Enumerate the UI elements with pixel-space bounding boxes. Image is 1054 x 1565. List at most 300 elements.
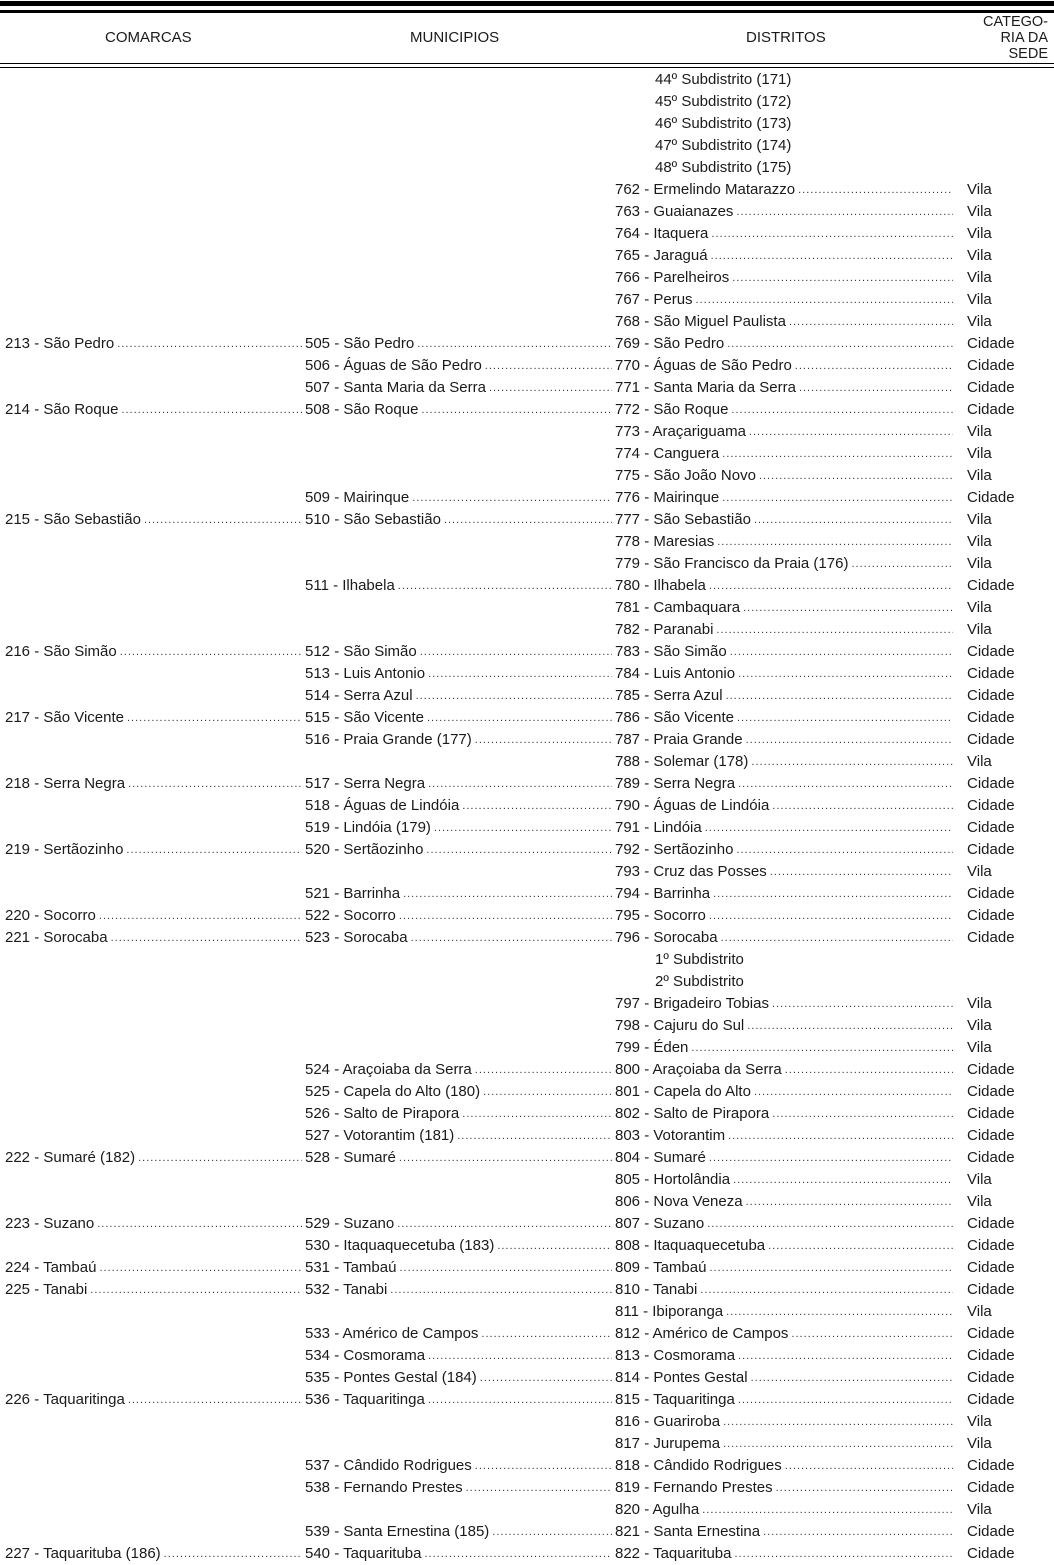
distrito-cell-text: 766 - Parelheiros [615,269,730,286]
dot-leader [747,1015,953,1037]
categoria-cell [967,1235,1047,1257]
distrito-cell-text: 800 - Araçoiaba da Serra [615,1061,782,1078]
subdistrito-cell [655,949,955,971]
dot-leader [700,1279,953,1301]
distrito-cell [615,487,953,509]
categoria-cell [967,1543,1047,1565]
categoria-cell-text: Cidade [967,819,1015,836]
comarca-cell [5,333,302,355]
distrito-cell-text: 819 - Fernando Prestes [615,1479,773,1496]
table-row [0,377,1054,399]
dot-leader [411,927,612,949]
dot-leader [728,1125,953,1147]
dot-leader [746,1191,953,1213]
categoria-cell [967,531,1047,553]
table-row [0,1433,1054,1455]
dot-leader [722,443,953,465]
table-row [0,1015,1054,1037]
categoria-cell [967,1191,1047,1213]
municipio-cell [305,1455,612,1477]
categoria-cell [967,1169,1047,1191]
categoria-cell-text: Cidade [967,1391,1015,1408]
distrito-cell [615,267,953,289]
municipio-cell [305,1147,612,1169]
table-row [0,773,1054,795]
table-row [0,157,1054,179]
dot-leader [497,1235,612,1257]
table-row [0,641,1054,663]
municipio-cell-text: 527 - Votorantim (181) [305,1127,455,1144]
municipio-cell-text: 511 - Ilhabela [305,577,395,594]
municipio-cell [305,1477,612,1499]
comarca-cell [5,509,302,531]
table-row [0,443,1054,465]
distrito-cell [615,1169,953,1191]
categoria-cell-text: Vila [967,1171,992,1188]
municipio-cell-text: 514 - Serra Azul [305,687,413,704]
table-row [0,1279,1054,1301]
subdistrito-cell-text: 44º Subdistrito (171) [655,71,792,88]
dot-leader [390,1279,612,1301]
municipio-cell [305,1125,612,1147]
categoria-cell-text: Vila [967,247,992,264]
table-row [0,861,1054,883]
distrito-cell-text: 808 - Itaquaquecetuba [615,1237,766,1254]
municipio-cell [305,1521,612,1543]
table-row [0,69,1054,91]
distrito-cell [615,1191,953,1213]
header-categoria [968,14,1048,62]
categoria-cell-text: Cidade [967,357,1015,374]
distrito-cell [615,993,953,1015]
distrito-cell-text: 804 - Sumaré [615,1149,706,1166]
table-row [0,333,1054,355]
municipio-cell-text: 534 - Cosmorama [305,1347,426,1364]
distrito-cell [615,1147,953,1169]
categoria-cell [967,1345,1047,1367]
dot-leader [485,355,612,377]
dot-leader [707,1213,953,1235]
distrito-cell [615,443,953,465]
municipio-cell-text: 506 - Águas de São Pedro [305,357,482,374]
municipio-cell [305,1279,612,1301]
distrito-cell-text: 781 - Cambaquara [615,599,741,616]
comarca-cell [5,927,302,949]
categoria-cell [967,883,1047,905]
municipio-cell [305,1081,612,1103]
categoria-cell [967,663,1047,685]
municipio-cell-text: 512 - São Simão [305,643,417,660]
header-categoria-line: RIA DA [1000,30,1048,46]
dot-leader [99,905,302,927]
subdistrito-cell [655,971,955,993]
table-row [0,751,1054,773]
distrito-cell [615,1455,953,1477]
distrito-cell [615,1499,953,1521]
municipio-cell [305,487,612,509]
dot-leader [768,1235,953,1257]
categoria-cell [967,1411,1047,1433]
table-row [0,311,1054,333]
table-row [0,817,1054,839]
comarca-cell [5,1213,302,1235]
categoria-cell-text: Vila [967,467,992,484]
dot-leader [772,993,953,1015]
dot-leader [713,883,953,905]
comarca-cell-text: 220 - Socorro [5,907,96,924]
distrito-cell [615,355,953,377]
categoria-cell-text: Vila [967,1501,992,1518]
distrito-cell-text: 783 - São Simão [615,643,727,660]
municipio-cell-text: 515 - São Vicente [305,709,424,726]
dot-leader [851,553,953,575]
categoria-cell [967,1433,1047,1455]
table-row [0,1411,1054,1433]
municipio-cell [305,905,612,927]
municipio-cell [305,399,612,421]
dot-leader [726,685,953,707]
distrito-cell [615,1015,953,1037]
table-row [0,1543,1054,1565]
distrito-cell [615,179,953,201]
categoria-cell-text: Cidade [967,1347,1015,1364]
comarca-cell [5,773,302,795]
distrito-cell-text: 814 - Pontes Gestal [615,1369,748,1386]
categoria-cell-text: Cidade [967,1259,1015,1276]
categoria-cell [967,1059,1047,1081]
dot-leader [492,1521,612,1543]
categoria-cell [967,1521,1047,1543]
table-row [0,553,1054,575]
table-row [0,113,1054,135]
table-row [0,289,1054,311]
dot-leader [466,1477,612,1499]
table-row [0,707,1054,729]
dot-leader [726,1301,953,1323]
distrito-cell [615,927,953,949]
header-municipios: MUNICIPIOS [410,29,500,46]
categoria-cell [967,751,1047,773]
dot-leader [754,1081,953,1103]
categoria-cell-text: Cidade [967,1127,1015,1144]
table-row [0,1257,1054,1279]
dot-leader [705,817,953,839]
distrito-cell-text: 791 - Lindóia [615,819,702,836]
categoria-cell-text: Vila [967,181,992,198]
dot-leader [121,399,302,421]
distrito-cell-text: 779 - São Francisco da Praia (176) [615,555,849,572]
categoria-cell [967,1213,1047,1235]
table-row [0,1235,1054,1257]
categoria-cell [967,1389,1047,1411]
subdistrito-cell [655,135,955,157]
table-row [0,245,1054,267]
table-row [0,1125,1054,1147]
table-row [0,223,1054,245]
categoria-cell-text: Vila [967,621,992,638]
distrito-cell-text: 818 - Cândido Rodrigues [615,1457,782,1474]
dot-leader [723,1411,953,1433]
categoria-cell-text: Vila [967,511,992,528]
categoria-cell-text: Cidade [967,1479,1015,1496]
categoria-cell-text: Cidade [967,1369,1015,1386]
municipio-cell-text: 532 - Tanabi [305,1281,388,1298]
table-row [0,1191,1054,1213]
dot-leader [776,1477,953,1499]
dot-leader [795,355,953,377]
subdistrito-cell-text: 45º Subdistrito (172) [655,93,792,110]
dot-leader [738,663,953,685]
categoria-cell [967,201,1047,223]
table-row [0,509,1054,531]
categoria-cell-text: Vila [967,753,992,770]
dot-leader [798,179,953,201]
dot-leader [709,1147,953,1169]
municipio-cell-text: 530 - Itaquaquecetuba (183) [305,1237,495,1254]
dot-leader [754,509,953,531]
dot-leader [428,773,612,795]
subdistrito-cell [655,157,955,179]
municipio-cell-text: 533 - Américo de Campos [305,1325,479,1342]
categoria-cell [967,861,1047,883]
municipio-cell-text: 507 - Santa Maria da Serra [305,379,486,396]
distrito-cell [615,597,953,619]
municipio-cell [305,377,612,399]
categoria-cell-text: Cidade [967,1061,1015,1078]
distrito-cell-text: 778 - Maresias [615,533,715,550]
dot-leader [481,1323,612,1345]
categoria-cell-text: Cidade [967,1083,1015,1100]
table-row [0,1037,1054,1059]
dot-leader [403,883,612,905]
distrito-cell-text: 811 - Ibiporanga [615,1303,724,1320]
dot-leader [399,1147,612,1169]
dot-leader [399,1257,612,1279]
distrito-cell [615,619,953,641]
municipio-cell [305,685,612,707]
table-row [0,1345,1054,1367]
distrito-cell-text: 816 - Guariroba [615,1413,721,1430]
municipio-cell [305,795,612,817]
dot-leader [759,465,953,487]
municipio-cell [305,1213,612,1235]
distrito-cell [615,1389,953,1411]
distrito-cell [615,1477,953,1499]
categoria-cell [967,1455,1047,1477]
distrito-cell [615,1125,953,1147]
municipio-cell-text: 539 - Santa Ernestina (185) [305,1523,490,1540]
dot-leader [789,311,953,333]
distrito-cell-text: 775 - São João Novo [615,467,756,484]
categoria-cell-text: Cidade [967,1215,1015,1232]
distrito-cell-text: 810 - Tanabi [615,1281,698,1298]
header-comarcas: COMARCAS [105,29,192,46]
categoria-cell [967,773,1047,795]
categoria-cell-text: Vila [967,1413,992,1430]
distrito-cell [615,1103,953,1125]
dot-leader [428,663,612,685]
top-thick-rule [0,1,1054,6]
distrito-cell [615,509,953,531]
municipio-cell [305,1235,612,1257]
table-row [0,927,1054,949]
municipio-cell [305,509,612,531]
dot-leader [398,575,612,597]
dot-leader [738,1345,953,1367]
categoria-cell-text: Vila [967,313,992,330]
table-row [0,1059,1054,1081]
distrito-cell [615,377,953,399]
categoria-cell-text: Vila [967,269,992,286]
municipio-cell-text: 538 - Fernando Prestes [305,1479,463,1496]
categoria-cell-text: Vila [967,423,992,440]
dot-leader [785,1455,953,1477]
categoria-cell [967,289,1047,311]
table-row [0,1389,1054,1411]
dot-leader [489,377,612,399]
categoria-cell [967,795,1047,817]
table-row [0,421,1054,443]
dot-leader [749,421,953,443]
distrito-cell-text: 798 - Cajuru do Sul [615,1017,745,1034]
distrito-cell-text: 793 - Cruz das Posses [615,863,767,880]
distrito-cell [615,1059,953,1081]
municipio-cell-text: 505 - São Pedro [305,335,415,352]
dot-leader [743,597,953,619]
table-row [0,1499,1054,1521]
comarca-cell [5,1543,302,1565]
subdistrito-cell-text: 46º Subdistrito (173) [655,115,792,132]
dot-leader [716,619,953,641]
distrito-cell [615,729,953,751]
distrito-cell [615,1279,953,1301]
categoria-cell-text: Vila [967,291,992,308]
comarca-cell-text: 219 - Sertãozinho [5,841,124,858]
categoria-cell [967,421,1047,443]
table-row [0,795,1054,817]
distrito-cell-text: 762 - Ermelindo Matarazzo [615,181,796,198]
table-row [0,91,1054,113]
dot-leader [791,1323,953,1345]
distrito-cell-text: 796 - Sorocaba [615,929,718,946]
categoria-cell [967,685,1047,707]
distrito-cell-text: 802 - Salto de Pirapora [615,1105,770,1122]
distrito-cell [615,1235,953,1257]
table-row [0,905,1054,927]
dot-leader [717,531,953,553]
top-rule [0,10,1054,13]
municipio-cell-text: 509 - Mairinque [305,489,410,506]
categoria-cell [967,333,1047,355]
subdistrito-cell [655,91,955,113]
dot-leader [730,641,953,663]
table-row [0,399,1054,421]
categoria-cell [967,619,1047,641]
subdistrito-cell-text: 48º Subdistrito (175) [655,159,792,176]
dot-leader [696,289,953,311]
categoria-cell [967,817,1047,839]
comarca-cell [5,1147,302,1169]
table-row [0,355,1054,377]
distrito-cell-text: 806 - Nova Veneza [615,1193,743,1210]
table-body [0,69,1054,1565]
categoria-cell-text: Vila [967,995,992,1012]
categoria-cell-text: Vila [967,445,992,462]
distrito-cell-text: 815 - Taquaritinga [615,1391,735,1408]
distrito-cell [615,883,953,905]
municipio-cell-text: 525 - Capela do Alto (180) [305,1083,481,1100]
categoria-cell-text: Cidade [967,1523,1015,1540]
categoria-cell [967,1257,1047,1279]
comarca-cell [5,1389,302,1411]
municipio-cell-text: 521 - Barrinha [305,885,401,902]
distrito-cell-text: 789 - Serra Negra [615,775,736,792]
dot-leader [111,927,302,949]
table-row [0,1455,1054,1477]
categoria-cell [967,487,1047,509]
categoria-cell [967,1279,1047,1301]
dot-leader [138,1147,302,1169]
table-row [0,179,1054,201]
table-row [0,949,1054,971]
municipio-cell [305,1367,612,1389]
distrito-cell [615,399,953,421]
categoria-cell [967,1103,1047,1125]
header-categoria-line: CATEGO- [983,14,1048,30]
distrito-cell [615,311,953,333]
categoria-cell [967,267,1047,289]
dot-leader [416,685,612,707]
municipio-cell [305,355,612,377]
categoria-cell-text: Cidade [967,731,1015,748]
categoria-cell-text: Vila [967,863,992,880]
categoria-cell-text: Cidade [967,885,1015,902]
categoria-cell [967,223,1047,245]
distrito-cell [615,861,953,883]
distrito-cell [615,1345,953,1367]
categoria-cell [967,575,1047,597]
dot-leader [737,707,953,729]
dot-leader [397,1213,612,1235]
categoria-cell-text: Cidade [967,929,1015,946]
categoria-cell-text: Cidade [967,643,1015,660]
table-row [0,1081,1054,1103]
dot-leader [722,487,953,509]
dot-leader [709,575,953,597]
municipio-cell-text: 522 - Socorro [305,907,396,924]
dot-leader [691,1037,953,1059]
comarca-cell [5,839,302,861]
categoria-cell-text: Cidade [967,907,1015,924]
distrito-cell [615,245,953,267]
table-row [0,487,1054,509]
header-bottom-rule-2 [0,67,1054,68]
categoria-cell-text: Vila [967,533,992,550]
categoria-cell-text: Cidade [967,1325,1015,1342]
distrito-cell [615,817,953,839]
distrito-cell-text: 773 - Araçariguama [615,423,746,440]
distrito-cell [615,333,953,355]
comarca-cell-text: 221 - Sorocaba [5,929,108,946]
municipio-cell [305,883,612,905]
categoria-cell [967,1147,1047,1169]
categoria-cell [967,553,1047,575]
distrito-cell-text: 780 - Ilhabela [615,577,706,594]
table-row [0,267,1054,289]
categoria-cell-text: Vila [967,203,992,220]
dot-leader [462,795,612,817]
comarca-cell-text: 226 - Taquaritinga [5,1391,125,1408]
